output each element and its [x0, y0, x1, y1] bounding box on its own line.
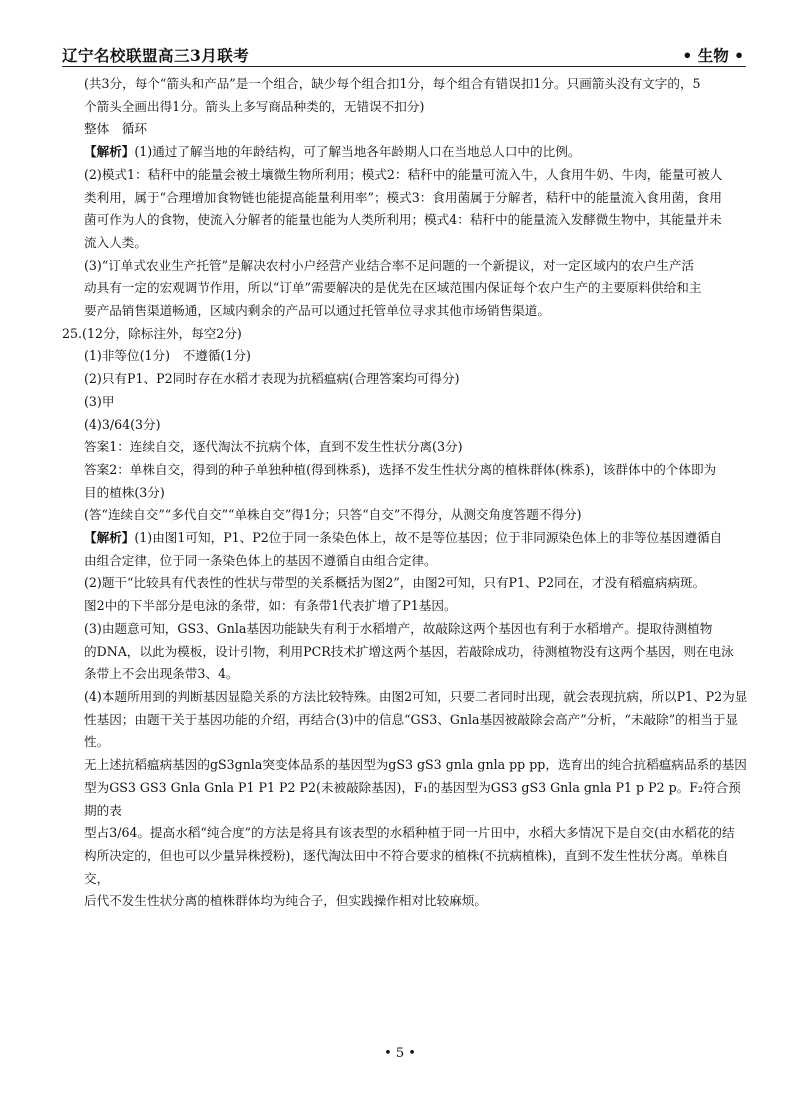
text-line [62, 96, 748, 119]
text-line [62, 187, 748, 210]
line-text: 条带上不会出现条带3、4。 [84, 666, 239, 682]
line-text: 型占3/64。提高水稻“纯合度”的方法是将具有该表型的水稻种植于同一片田中，水稻大多情况下是自交(由水稻花的结 [84, 825, 735, 841]
line-text: 无上述抗稻瘟病基因的gS3gnla突变体品系的基因型为gS3 gS3 gnla gnla pp pp，选育出的纯合抗稻瘟病品系的基因 [84, 757, 747, 773]
line-text: (2)题干“比较具有代表性的性状与带型的关系概括为图2”，由图2可知，只有P1、P2同在，才没有稻瘟病病斑。 [84, 575, 706, 591]
line-text: (答“连续自交”“多代自交”“单株自交”得1分；只答“自交”不得分，从测交角度答题不得分) [84, 507, 582, 523]
line-text: 个箭头全画出得1分。箭头上多写商品种类的，无错误不扣分) [84, 98, 425, 114]
text-line [62, 73, 748, 96]
text-line [62, 164, 748, 187]
analysis-tag: 【解析】 [84, 144, 135, 160]
text-line [62, 391, 748, 414]
text-line [62, 572, 748, 595]
line-text: (1)由图1可知，P1、P2位于同一条染色体上，故不是等位基因；位于非同源染色体上的非等位基因遵循自 [134, 530, 723, 546]
text-line [62, 209, 748, 232]
exam-title: 辽宁名校联盟高三3月联考 [62, 46, 250, 65]
line-text: 菌可作为人的食物，使流入分解者的能量也能为人类所利用；模式4：秸秆中的能量流入发酵微生物中，其能量并未 [84, 212, 722, 228]
analysis-line [62, 527, 748, 550]
text-line [62, 482, 748, 505]
line-text: 构所决定的，但也可以少量异株授粉)，逐代淘汰田中不符合要求的植株(不抗病植株)，直到不发生性状分离。单株自交， [84, 847, 729, 886]
text-line [62, 414, 748, 437]
line-text: (2)只有P1、P2同时存在水稻才表现为抗稻瘟病(合理答案均可得分) [84, 371, 460, 387]
line-text: 答案1：连续自交，逐代淘汰不抗病个体，直到不发生性状分离(3分) [84, 439, 463, 455]
text-line [62, 754, 748, 777]
text-line [62, 232, 748, 255]
text-line [62, 777, 748, 822]
line-text: 要产品销售渠道畅通，区域内剩余的产品可以通过托管单位寻求其他市场销售渠道。 [84, 303, 550, 319]
text-line [62, 277, 748, 300]
line-text: 25.(12分，除标注外，每空2分) [62, 325, 242, 341]
answer-content [62, 73, 748, 913]
text-line [62, 686, 748, 709]
text-line [62, 255, 748, 278]
text-line [62, 595, 748, 618]
text-line [62, 822, 748, 845]
line-text: (1)非等位(1分) 不遵循(1分) [84, 348, 251, 364]
text-line [62, 890, 748, 913]
text-line [62, 459, 748, 482]
text-line [62, 436, 748, 459]
text-line [62, 663, 748, 686]
line-text: 型为GS3 GS3 Gnla Gnla P1 P1 P2 P2(未被敲除基因)，F₁的基因型为GS3 gS3 Gnla gnla P1 p P2 p。F₂符合预期的表 [84, 779, 741, 818]
line-text: (4)本题所用到的判断基因显隐关系的方法比较特殊。由图2可知，只要二者同时出现，就会表现抗病，所以P1、P2为显 [84, 688, 748, 704]
text-line [62, 504, 748, 527]
line-text: 答案2：单株自交，得到的种子单独种植(得到株系)，选择不发生性状分离的植株群体(株系)，该群体中的个体即为 [84, 461, 717, 477]
line-text: 的DNA，以此为模板，设计引物，利用PCR技术扩增这两个基因，若敲除成功，待测植物没有这两个基因，则在电泳 [84, 643, 734, 659]
text-line [62, 550, 748, 573]
line-text: (共3分，每个“箭头和产品”是一个组合，缺少每个组合扣1分，每个组合有错误扣1分。只画箭头没有文字的，5 [84, 76, 701, 91]
text-line [62, 118, 748, 141]
line-text: 图2中的下半部分是电泳的条带，如：有条带1代表扩增了P1基因。 [84, 598, 457, 614]
text-line [62, 345, 748, 368]
line-text: 流入人类。 [84, 234, 147, 250]
text-line [62, 641, 748, 664]
line-text: (3)由题意可知，GS3、Gnla基因功能缺失有利于水稻增产，故敲除这两个基因也有利于水稻增产。提取待测植物 [84, 620, 713, 636]
line-text: (2)模式1：秸秆中的能量会被土壤微生物所利用；模式2：秸秆中的能量可流入牛，人食用牛奶、牛肉，能量可被人 [84, 166, 723, 182]
analysis-line [62, 141, 748, 164]
line-text: 后代不发生性状分离的植株群体均为纯合子，但实践操作相对比较麻烦。 [84, 893, 487, 909]
text-line [62, 323, 748, 346]
line-text: 整体 循环 [84, 121, 147, 137]
analysis-tag: 【解析】 [84, 530, 135, 546]
line-text: 性基因；由题干关于基因功能的介绍，再结合(3)中的信息“GS3、Gnla基因被敲除会高产”分析，“未敲除”的相当于显性。 [84, 711, 739, 750]
page-number: • 5 • [384, 1046, 416, 1061]
page-header [62, 42, 746, 67]
text-line [62, 300, 748, 323]
line-text: (3)“订单式农业生产托管”是解决农村小户经营产业结合率不足问题的一个新提议，对一定区域内的农户生产活 [84, 257, 695, 273]
text-line [62, 618, 748, 641]
line-text: 类利用，属于“合理增加食物链也能提高能量利用率”；模式3：食用菌属于分解者，秸秆中的能量流入食用菌，食用 [84, 189, 722, 205]
text-line [62, 709, 748, 754]
text-line [62, 368, 748, 391]
line-text: (1)通过了解当地的年龄结构，可了解当地各年龄期人口在当地总人口中的比例。 [134, 144, 581, 160]
line-text: (3)甲 [84, 393, 115, 409]
subject-label: • 生物 • [682, 46, 744, 65]
line-text: 动具有一定的宏观调节作用，所以“订单”需要解决的是优先在区域范围内保证每个农户生产的主要原料供给和主 [84, 280, 702, 296]
line-text: (4)3/64(3分) [84, 416, 161, 432]
line-text: 由组合定律，位于同一条染色体上的基因不遵循自由组合定律。 [84, 552, 437, 568]
line-text: 目的植株(3分) [84, 484, 165, 500]
text-line [62, 845, 748, 890]
